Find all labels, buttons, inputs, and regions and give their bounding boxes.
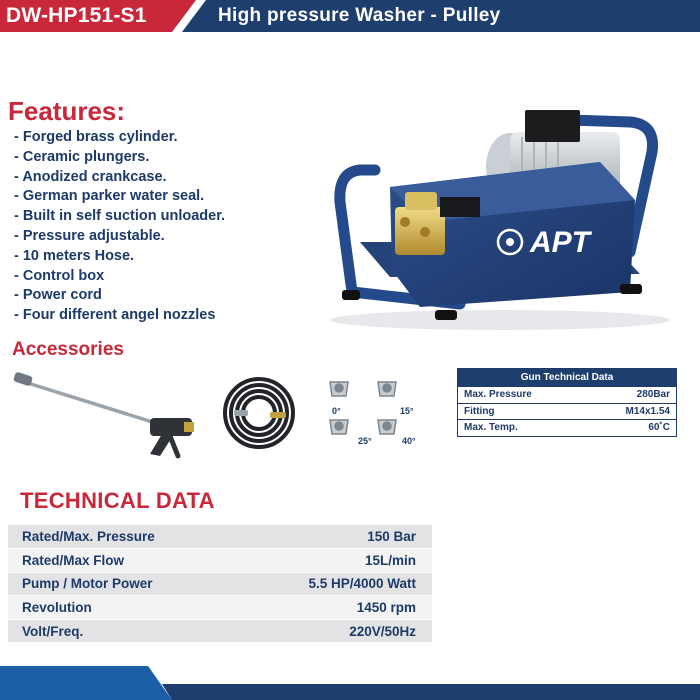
accessories-heading: Accessories [12,339,124,360]
spray-gun-image [12,370,197,460]
feature-item: - Anodized crankcase. [14,168,167,185]
nozzle-set [318,374,428,454]
nozzle-label-40: 40° [402,436,416,446]
footer-bar [0,666,700,700]
feature-item: - Forged brass cylinder. [14,129,178,145]
feature-item: - Ceramic plungers. [14,148,150,165]
table-row [8,525,432,549]
product-title: High pressure Washer - Pulley [218,5,501,26]
feature-item: - Power cord [14,287,102,304]
spec-value: 15L/min [238,549,432,573]
gun-technical-data-table [457,368,677,437]
spec-value: 150 Bar [238,525,432,549]
feature-item: - German parker water seal. [14,188,205,205]
features-heading: Features: [8,96,126,126]
table-row [8,572,432,596]
spec-label: Rated/Max Flow [8,549,238,573]
gun-row-label: Fitting [458,403,586,420]
spec-label: Pump / Motor Power [8,572,238,596]
features-list [14,128,225,326]
gun-table-title: Gun Technical Data [458,369,677,387]
spec-label: Volt/Freq. [8,619,238,643]
table-row [8,596,432,620]
feature-item: - 10 meters Hose. [14,247,135,264]
model-code: DW-HP151-S1 [6,4,147,27]
feature-item: - Control box [14,267,105,284]
feature-item: - Four different angel nozzles [14,307,216,324]
table-row [458,420,677,437]
table-row [458,403,677,420]
pressure-washer-image [300,92,690,332]
spec-value: 5.5 HP/4000 Watt [238,572,432,596]
nozzle-label-25: 25° [358,436,372,446]
gun-row-label: Max. Temp. [458,420,586,437]
nozzle-label-0: 0° [332,406,341,416]
spec-value: 1450 rpm [238,596,432,620]
gun-row-value: M14x1.54 [586,403,677,420]
feature-item: - Pressure adjustable. [14,227,165,244]
nozzle-label-15: 15° [400,406,414,416]
table-row [8,619,432,643]
technical-data-heading: TECHNICAL DATA [20,488,215,513]
spec-label: Revolution [8,596,238,620]
spec-value: 220V/50Hz [238,619,432,643]
spec-label: Rated/Max. Pressure [8,525,238,549]
feature-item: - Built in self suction unloader. [14,208,226,225]
brand-logo: APT [530,226,590,259]
hose-reel-image [218,372,300,454]
gun-row-value: 60˚C [586,420,677,437]
table-row [8,549,432,573]
gun-row-value: 280Bar [586,387,677,404]
table-row [458,387,677,404]
gun-row-label: Max. Pressure [458,387,586,404]
header-bar [0,0,700,32]
technical-data-table [8,525,432,643]
